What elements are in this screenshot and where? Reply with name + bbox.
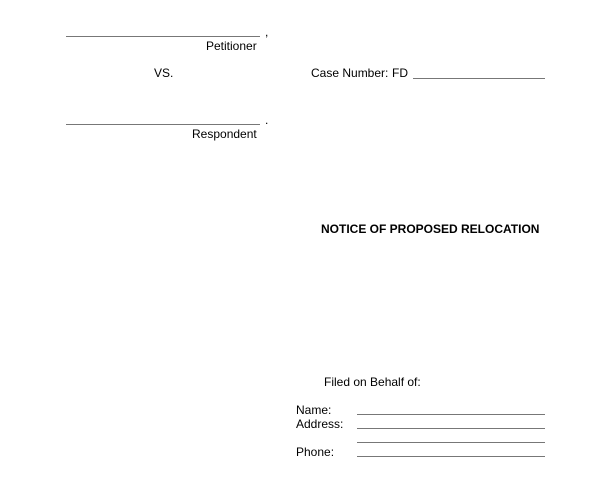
case-number-line[interactable]: [413, 78, 545, 79]
phone-line[interactable]: [357, 456, 545, 457]
respondent-period: .: [265, 113, 269, 127]
phone-label: Phone:: [296, 445, 335, 459]
address-label: Address:: [296, 417, 344, 431]
document-title: NOTICE OF PROPOSED RELOCATION: [321, 222, 540, 236]
petitioner-label: Petitioner: [206, 39, 257, 53]
name-line[interactable]: [357, 414, 545, 415]
respondent-label: Respondent: [192, 127, 257, 141]
respondent-name-line[interactable]: [66, 124, 260, 125]
name-label: Name:: [296, 403, 332, 417]
address-line-1[interactable]: [357, 428, 545, 429]
versus-label: VS.: [154, 66, 174, 80]
filed-on-behalf-heading: Filed on Behalf of:: [324, 375, 421, 389]
address-line-2[interactable]: [357, 442, 545, 443]
case-number-label: Case Number:: [311, 66, 389, 80]
petitioner-name-line[interactable]: [66, 36, 260, 37]
petitioner-comma: ,: [265, 25, 269, 39]
case-number-prefix: FD: [392, 66, 408, 80]
